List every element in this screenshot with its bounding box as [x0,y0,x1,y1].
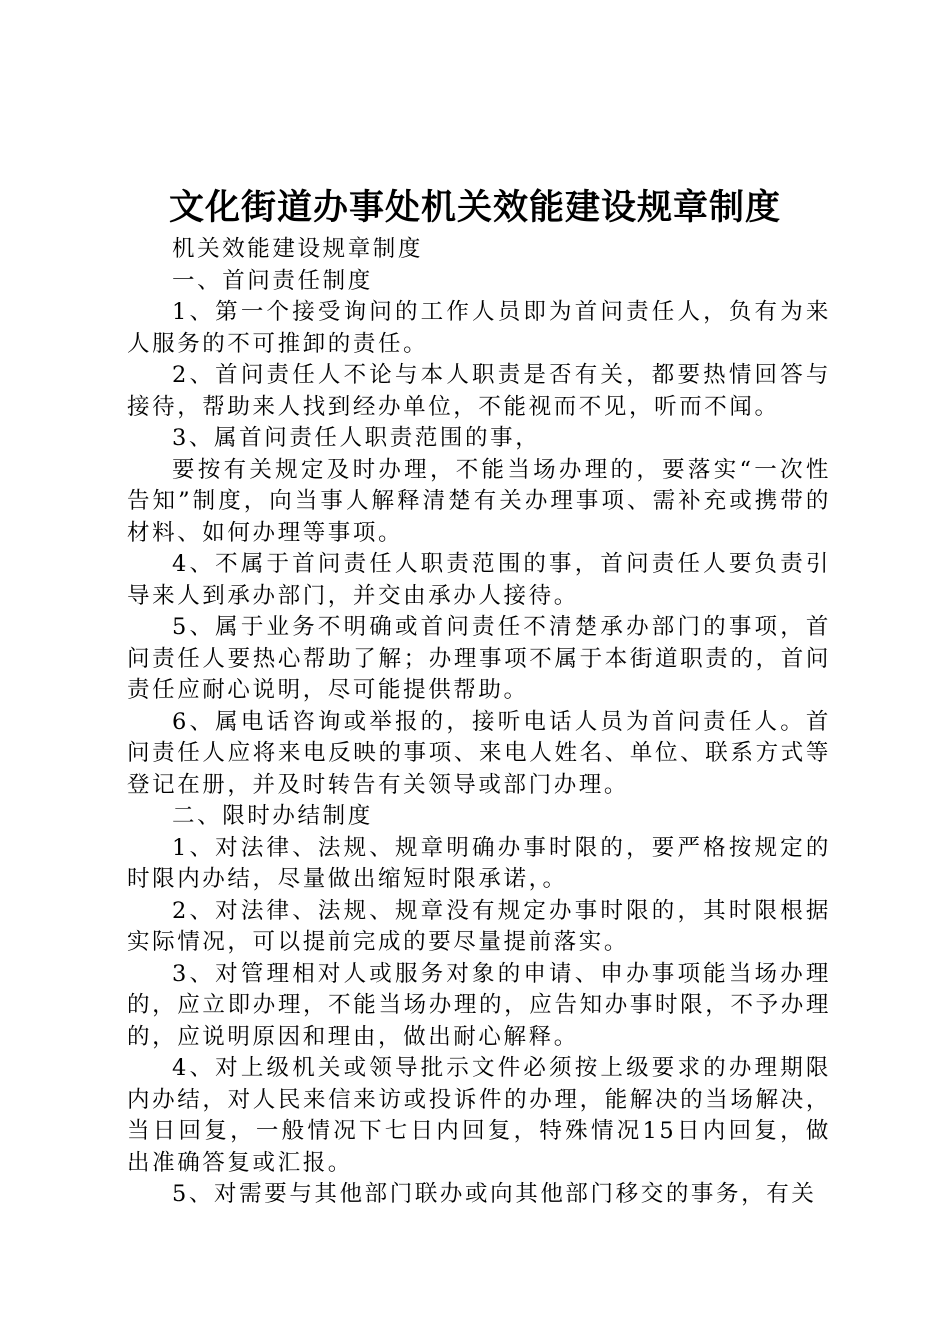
paragraph: 3、对管理相对人或服务对象的申请、申办事项能当场办理的，应立即办理，不能当场办理的，应告知办事时限，不予办理的，应说明原因和理由，做出耐心解释。 [127,960,831,1050]
paragraph: 5、对需要与其他部门联办或向其他部门移交的事务，有关 [172,1181,817,1207]
paragraph: 5、属于业务不明确或首问责任不清楚承办部门的事项，首问责任人要热心帮助了解；办理事项不属于本街道职责的，首问责任应耐心说明，尽可能提供帮助。 [127,614,831,703]
document-title: 文化街道办事处机关效能建设规章制度 [168,188,781,228]
paragraph: 6、属电话咨询或举报的，接听电话人员为首问责任人。首问责任人应将来电反映的事项、来电人姓名、单位、联系方式等登记在册，并及时转告有关领导或部门办理。 [127,708,831,798]
paragraph: 1、对法律、法规、规章明确办事时限的，要严格按规定的时限内办结，尽量做出缩短时限承诺，。 [127,834,831,892]
paragraph: 4、对上级机关或领导批示文件必须按上级要求的办理期限内办结，对人民来信来访或投诉件的办理，能解决的当场解决，当日回复，一般情况下七日内回复，特殊情况15日内回复，做出准确答复或汇报。 [127,1055,831,1176]
paragraph: 3、属首问责任人职责范围的事， [172,425,541,451]
paragraph: 1、第一个接受询问的工作人员即为首问责任人，负有为来人服务的不可推卸的责任。 [127,299,831,357]
subtitle-paragraph: 机关效能建设规章制度 [172,236,424,262]
section-heading-1: 一、首问责任制度 [172,267,373,294]
paragraph: 要按有关规定及时办理，不能当场办理的，要落实“一次性告知”制度，向当事人解释清楚有关办理事项、需补充或携带的材料、如何办理等事项。 [127,456,831,546]
document-body [127,234,831,1211]
paragraph: 4、不属于首问责任人职责范围的事，首问责任人要负责引导来人到承办部门，并交由承办人接待。 [127,551,831,609]
section-heading-2: 二、限时办结制度 [172,803,373,829]
paragraph: 2、首问责任人不论与本人职责是否有关，都要热情回答与接待，帮助来人找到经办单位，不能视而不见，听而不闻。 [127,362,831,420]
paragraph: 2、对法律、法规、规章没有规定办事时限的，其时限根据实际情况，可以提前完成的要尽量提前落实。 [127,897,831,955]
